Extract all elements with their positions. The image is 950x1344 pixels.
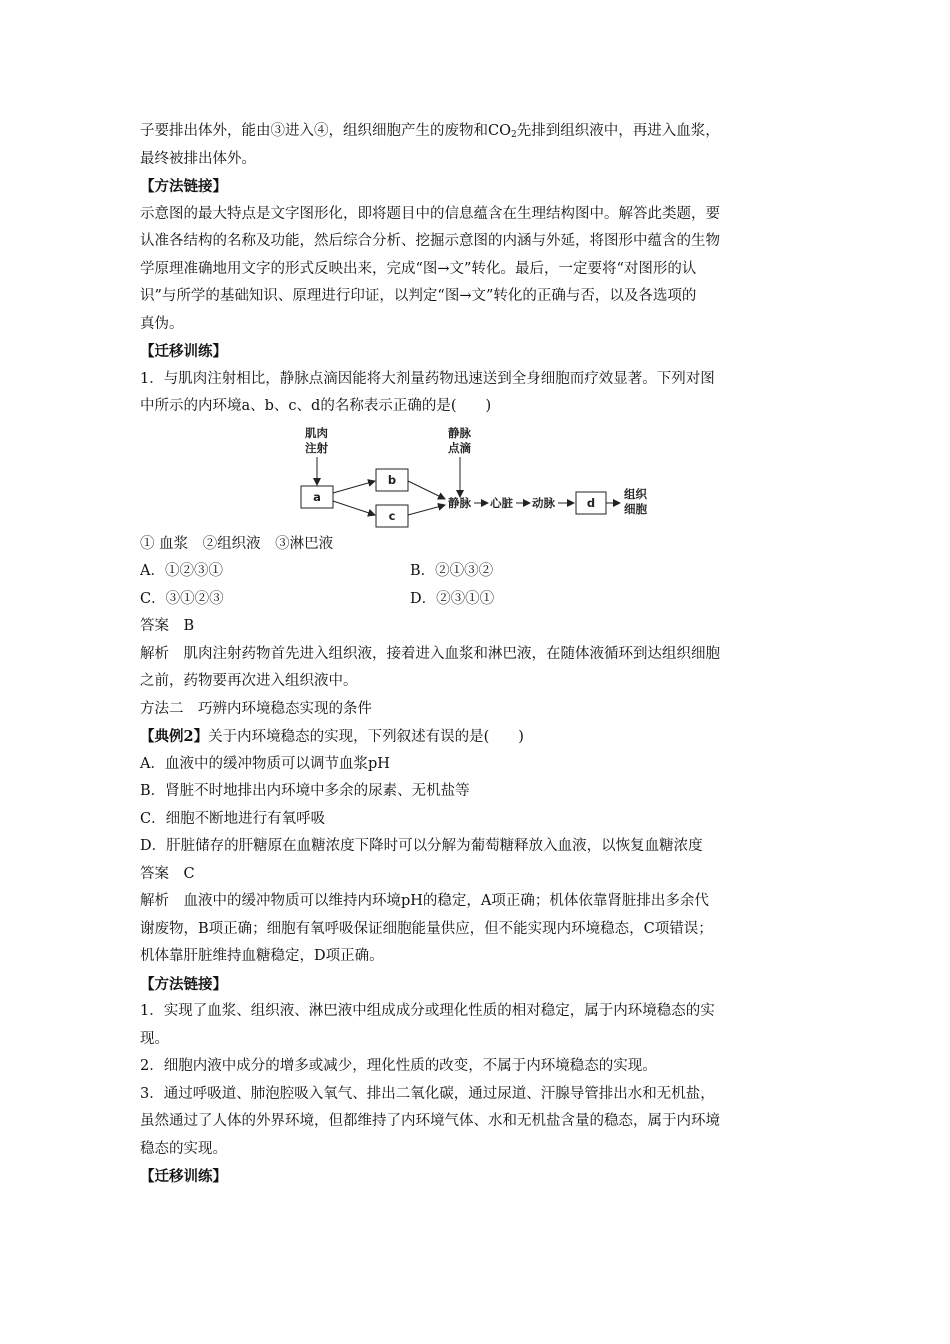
drip-label-1: 静脉 — [448, 425, 471, 440]
box-d-label: d — [586, 495, 596, 510]
document-page — [140, 118, 820, 1191]
analysis-line: 之前，药物要再次进入组织液中。 — [140, 673, 358, 689]
arrow-c-to-vein — [408, 505, 445, 515]
arrow-b-to-vein — [408, 481, 445, 499]
paragraph-line: 真伪。 — [140, 315, 184, 332]
example-line — [140, 723, 820, 751]
option-b: B．肾脏不时地排出内环境中多余的尿素、无机盐等 — [140, 783, 470, 799]
injection-label-2: 注射 — [305, 440, 328, 455]
tissue-label-1: 组织 — [624, 486, 647, 501]
question-line: 中所示的内环境a、b、c、d的名称表示正确的是( ) — [140, 398, 492, 414]
transfer-training-heading: 【迁移训练】 — [140, 1168, 227, 1185]
analysis-line: 谢废物，B项正确；细胞有氧呼吸保证细胞能量供应，但不能实现内环境稳态，C项错误； — [140, 920, 713, 937]
paragraph-line: 认准各结构的名称及功能，然后综合分析、挖掘示意图的内涵与外延，将图形中蕴含的生物 — [140, 233, 720, 249]
paragraph-line: 识”与所学的基础知识、原理进行印证，以判定“图→文”转化的正确与否，以及各选项的 — [140, 288, 697, 304]
paragraph-line: 1．实现了血浆、组织液、淋巴液中组成成分或理化性质的相对稳定，属于内环境稳态的实 — [140, 1003, 715, 1019]
paragraph-line: 示意图的最大特点是文字图形化，即将题目中的信息蕴含在生理结构图中。解答此类题，要 — [140, 205, 720, 222]
option-d: D．肝脏储存的肝糖原在血糖浓度下降时可以分解为葡萄糖释放入血液，以恢复血糖浓度 — [140, 838, 703, 854]
answer-line: 答案 B — [140, 618, 195, 634]
option-a: A．①②③① — [140, 563, 223, 579]
method-link-heading: 【方法链接】 — [140, 975, 227, 993]
injection-label-1: 肌肉 — [305, 425, 328, 440]
arrow-a-to-b — [333, 481, 375, 493]
tissue-label-2: 细胞 — [624, 501, 647, 516]
vein-label: 静脉 — [448, 495, 471, 510]
analysis-line: 解析 肌肉注射药物首先进入组织液，接着进入血浆和淋巴液，在随体液循环到达组织细胞 — [140, 645, 720, 662]
drip-label-2: 点滴 — [448, 440, 471, 455]
paragraph-line: 3．通过呼吸道、肺泡腔吸入氧气、排出二氧化碳，通过尿道、汗腺导管排出水和无机盐， — [140, 1085, 715, 1102]
answer-line: 答案 C — [140, 865, 195, 882]
paragraph-line: 稳态的实现。 — [140, 1140, 227, 1157]
option-d: D．②③①① — [410, 590, 495, 607]
paragraph-line: 最终被排出体外。 — [140, 150, 256, 167]
options-row — [140, 558, 820, 586]
box-c-label: c — [388, 508, 396, 523]
paragraph-line: 子要排出体外，能由③进入④，组织细胞产生的废物和$CO_2$先排到组织液中，再进入血浆， — [140, 123, 720, 140]
box-a-label: a — [313, 489, 321, 504]
example-label: 【典例2】 — [140, 728, 209, 745]
option-c: C．③①②③ — [140, 590, 224, 607]
analysis-line: 机体靠肝脏维持血糖稳定，D项正确。 — [140, 948, 384, 964]
option-c: C．细胞不断地进行有氧呼吸 — [140, 810, 326, 827]
arrow-a-to-c — [333, 501, 375, 515]
legend-line: ① 血浆 ②组织液 ③淋巴液 — [140, 535, 334, 552]
flow-diagram — [140, 425, 820, 531]
artery-label: 动脉 — [532, 495, 555, 510]
options-row — [140, 586, 820, 614]
analysis-line: 解析 血液中的缓冲物质可以维持内环境pH的稳定，A项正确；机体依靠肾脏排出多余代 — [140, 893, 709, 909]
transfer-training-heading: 【迁移训练】 — [140, 343, 227, 360]
method-link-heading: 【方法链接】 — [140, 178, 227, 195]
question-line: 1．与肌肉注射相比，静脉点滴因能将大剂量药物迅速送到全身细胞而疗效显著。下列对图 — [140, 370, 715, 387]
paragraph-line: 现。 — [140, 1030, 169, 1047]
example-text: 关于内环境稳态的实现，下列叙述有误的是( ) — [208, 729, 524, 745]
box-b-label: b — [387, 472, 397, 487]
paragraph-line: 学原理准确地用文字的形式反映出来，完成“图→文”转化。最后，一定要将“对图形的认 — [140, 260, 697, 277]
paragraph-line: 虽然通过了人体的外界环境，但都维持了内环境气体、水和无机盐含量的稳态，属于内环境 — [140, 1113, 720, 1129]
paragraph-line: 2．细胞内液中成分的增多或减少，理化性质的改变，不属于内环境稳态的实现。 — [140, 1058, 657, 1074]
option-b: B．②①③② — [410, 563, 494, 579]
option-a: A．血液中的缓冲物质可以调节血浆pH — [140, 755, 390, 772]
method2-title: 方法二 巧辨内环境稳态实现的条件 — [140, 700, 372, 717]
flow-diagram-svg — [140, 425, 820, 531]
heart-label: 心脏 — [490, 495, 513, 510]
